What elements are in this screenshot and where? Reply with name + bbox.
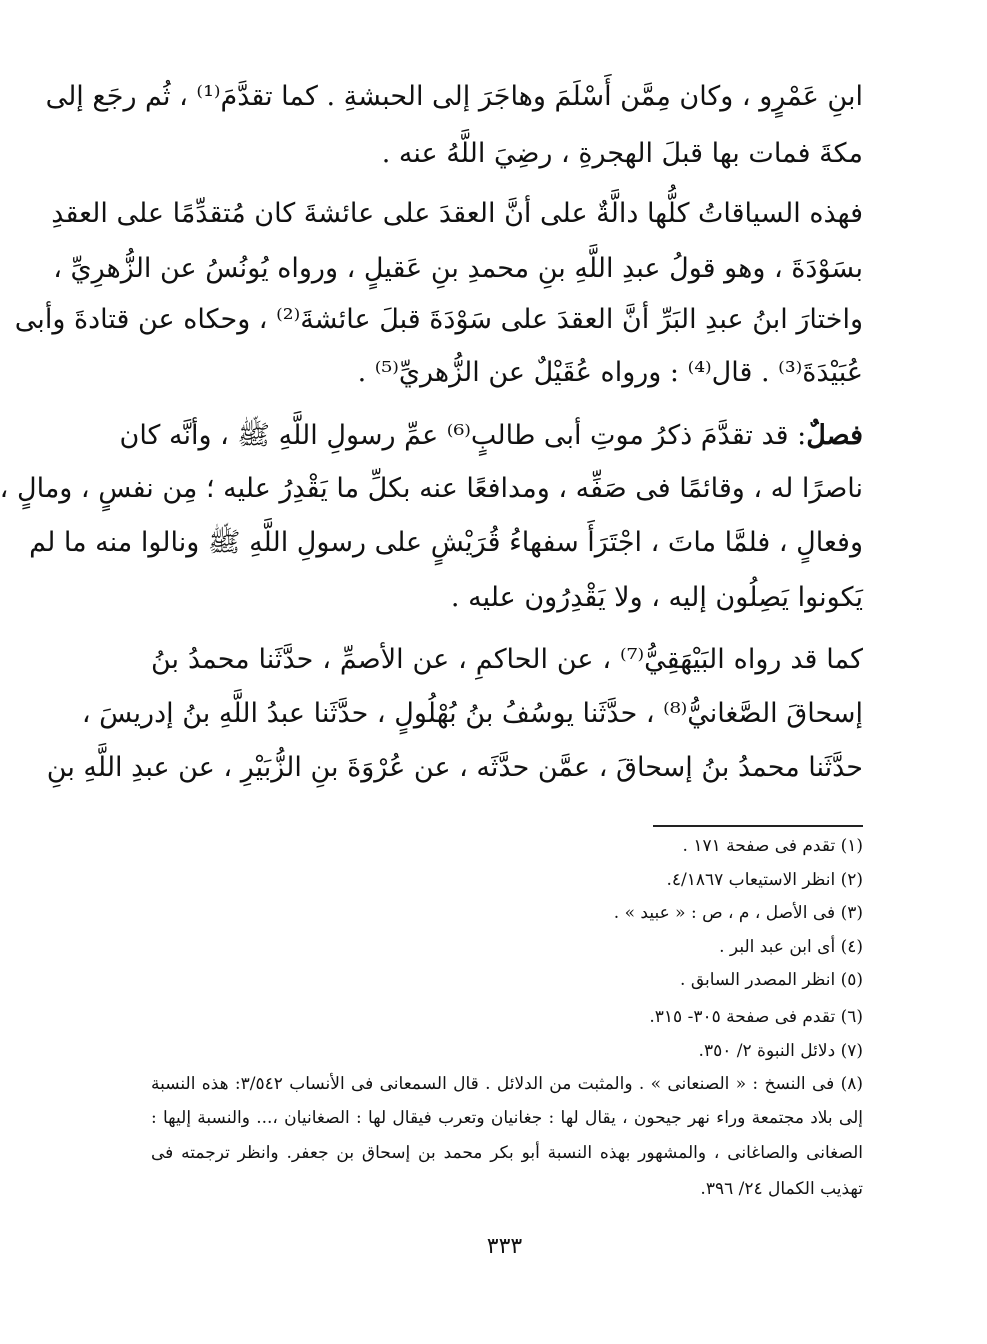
footnote-2: (٢) انظر الاستيعاب ٤/١٨٦٧. <box>666 870 863 890</box>
section-heading-fasl: فصلٌ <box>806 420 863 451</box>
paragraph-1-line-1: ابنِ عَمْرٍو ، وكان مِمَّن أَسْلَمَ وهاجَرَ إلى الحبشةِ . كما تقدَّمَ⁽¹⁾ ، ثُم رجَع إلى <box>45 81 863 112</box>
footnote-8-line-2: إلى بلاد مجتمعة وراء نهر جيحون ، يقال لها : جغانيان وتعرب فيقال لها : الصغانيان ،... والنسبة إليها : <box>151 1108 863 1128</box>
footnote-3: (٣) فى الأصل ، م ، ص : « عبيد » . <box>613 903 863 923</box>
footnote-8-line-1: (٨) فى النسخ : « الصنعانى » . والمثبت من الدلائل . قال السمعانى فى الأنساب ٣/٥٤٢: هذه النسبة <box>151 1074 863 1094</box>
footnote-separator <box>653 825 863 827</box>
page-number: ٣٣٣ <box>486 1234 523 1259</box>
footnote-7: (٧) دلائل النبوة ٢/ ٣٥٠. <box>698 1041 863 1061</box>
paragraph-2-line-2: بسَوْدَةَ ، وهو قولُ عبدِ اللَّهِ بنِ محمدِ بنِ عَقيلٍ ، ورواه يُونُسُ عن الزُّهرِيِّ ، <box>53 253 863 284</box>
paragraph-3-line-4: يَكونوا يَصِلُون إليه ، ولا يَقْدِرُون عليه . <box>450 582 863 613</box>
paragraph-3-line-1-text: : قد تقدَّمَ ذكرُ موتِ أبى طالبٍ⁽⁶⁾ عمِّ رسولِ اللَّهِ ﷺ ، وأنَّه كان <box>119 420 807 451</box>
paragraph-4-line-3: حدَّثَنا محمدُ بنُ إسحاقَ ، عمَّن حدَّثَه ، عن عُرْوَةَ بنِ الزُّبَيْرِ ، عن عبدِ اللَّهِ بنِ <box>46 752 863 783</box>
paragraph-2-line-1: فهذه السياقاتُ كلُّها دالَّةٌ على أنَّ العقدَ على عائشةَ كان مُتقدِّمًا على العقدِ <box>51 198 863 229</box>
paragraph-3-line-2: ناصرًا له ، وقائمًا فى صَفِّه ، ومدافعًا عنه بكلِّ ما يَقْدِرُ عليه ؛ مِن نفسٍ ، ومالٍ ، <box>0 473 863 504</box>
footnote-8-line-4: تهذيب الكمال ٢٤/ ٣٩٦. <box>700 1179 863 1199</box>
paragraph-3-line-3: وفعالٍ ، فلمَّا ماتَ ، اجْتَرَأَ سفهاءُ قُرَيْشٍ على رسولِ اللَّهِ ﷺ ونالوا منه ما لم <box>29 527 863 558</box>
paragraph-2-line-4: عُبَيْدَةَ⁽³⁾ . قال⁽⁴⁾ : ورواه عُقَيْلٌ عن الزُّهريِّ⁽⁵⁾ . <box>357 357 863 388</box>
paragraph-1-line-2: مكةَ فمات بها قبلَ الهجرةِ ، رضِيَ اللَّهُ عنه . <box>381 138 863 169</box>
footnote-5: (٥) انظر المصدر السابق . <box>680 970 863 990</box>
paragraph-3-line-1 <box>119 416 863 456</box>
paragraph-4-line-1: كما قد رواه البَيْهَقِيُّ⁽⁷⁾ ، عن الحاكمِ ، عن الأصمِّ ، حدَّثَنا محمدُ بنُ <box>151 644 863 675</box>
paragraph-4-line-2: إسحاقَ الصَّغانيُّ⁽⁸⁾ ، حدَّثَنا يوسُفُ بنُ بُهْلُولٍ ، حدَّثَنا عبدُ اللَّهِ بنُ إدريسَ ، <box>81 698 863 729</box>
footnote-8-line-3: الصغانى والصاغانى ، والمشهور بهذه النسبة أبو بكر محمد بن إسحاق بن جعفر. وانظر ترجمته فى <box>151 1143 863 1163</box>
footnote-4: (٤) أى ابن عبد البر . <box>719 937 863 957</box>
footnote-1: (١) تقدم فى صفحة ١٧١ . <box>682 836 863 856</box>
paragraph-2-line-3: واختارَ ابنُ عبدِ البَرِّ أنَّ العقدَ على سَوْدَةَ قبلَ عائشةَ⁽²⁾ ، وحكاه عن قتادةَ وأبى <box>14 304 863 335</box>
footnote-6: (٦) تقدم فى صفحة ٣٠٥- ٣١٥. <box>649 1007 863 1027</box>
